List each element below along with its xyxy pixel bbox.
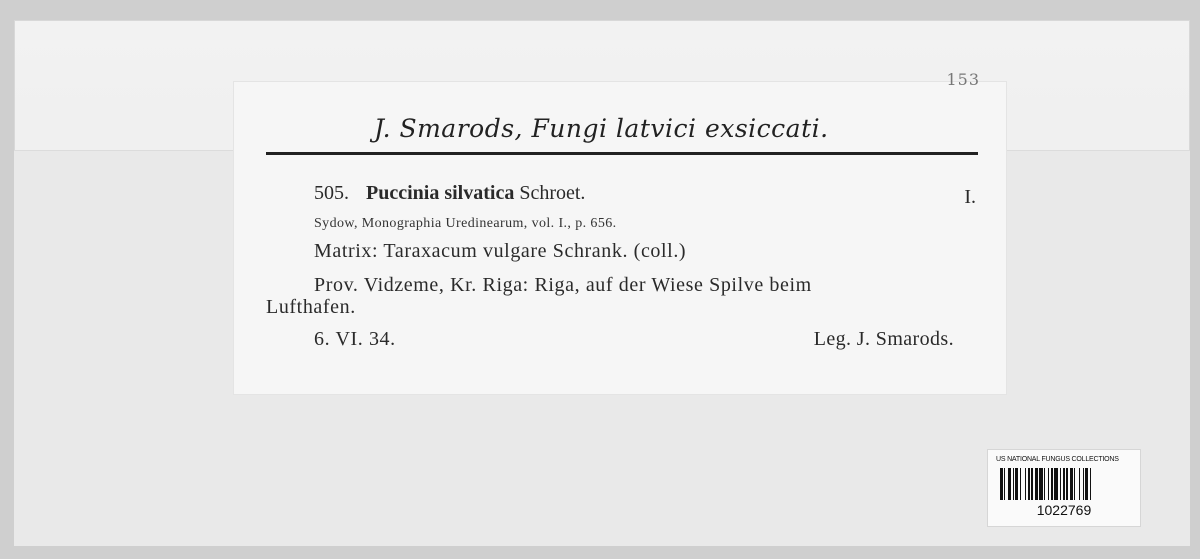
- matrix-line: Matrix: Taraxacum vulgare Schrank. (coll.): [314, 240, 687, 262]
- entry-number: 505.: [314, 182, 349, 204]
- barcode-image: [1000, 468, 1128, 500]
- barcode-label: [988, 450, 1140, 526]
- species-author: Schroet.: [519, 182, 586, 204]
- collection-date: 6. VI. 34.: [314, 328, 396, 350]
- header-rule: [266, 152, 978, 155]
- barcode-institution: US NATIONAL FUNGUS COLLECTIONS: [996, 456, 1119, 463]
- specimen-label: [234, 70, 1006, 394]
- locality-line-2: Lufthafen.: [266, 296, 356, 318]
- barcode-number: 1022769: [1036, 502, 1092, 518]
- stage-code: I.: [964, 186, 976, 208]
- species-line: [314, 182, 585, 205]
- species-name: Puccinia silvatica: [366, 182, 515, 204]
- reference-line: Sydow, Monographia Uredinearum, vol. I., p. 656.: [314, 216, 617, 231]
- label-header: J. Smarods, Fungi latvici exsiccati.: [374, 114, 829, 143]
- collector: Leg. J. Smarods.: [813, 328, 954, 350]
- corner-number: 153: [946, 70, 980, 89]
- locality-line-1: Prov. Vidzeme, Kr. Riga: Riga, auf der Wiese Spilve beim: [314, 274, 812, 296]
